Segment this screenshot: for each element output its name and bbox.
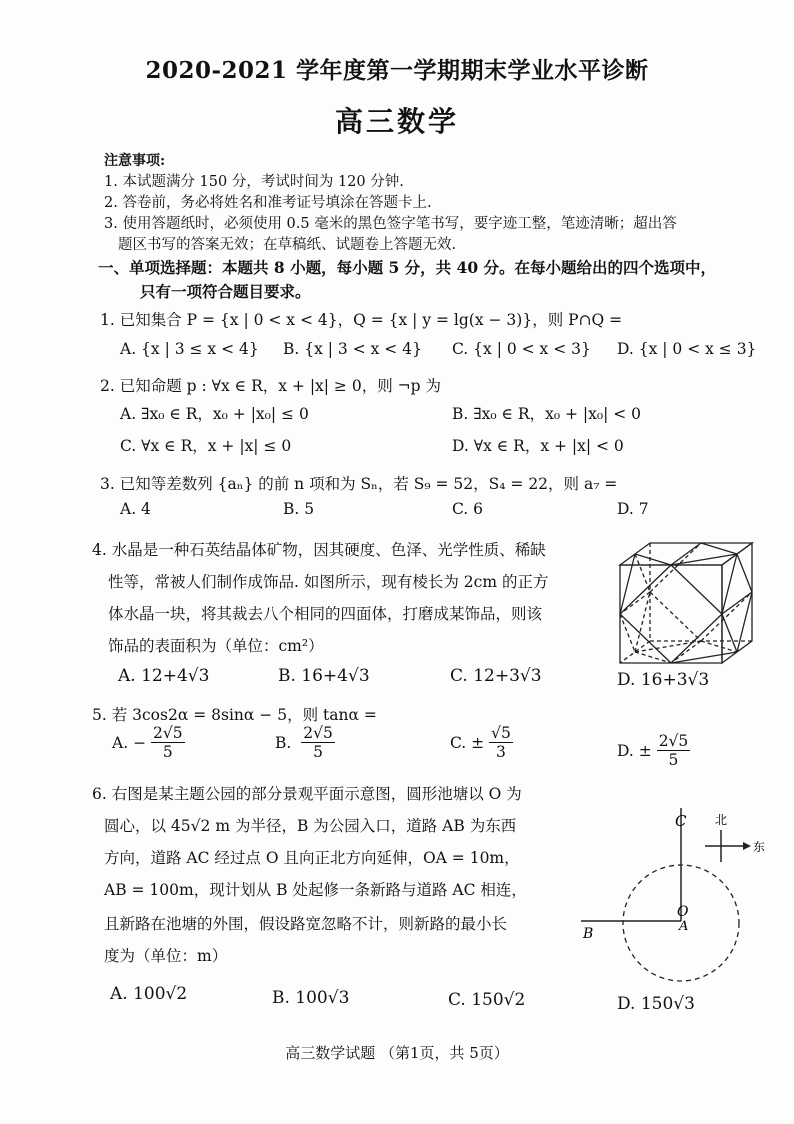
- question-6-line: 度为（单位：m）: [104, 947, 228, 965]
- option-label: D.: [617, 741, 634, 760]
- option-label: A.: [112, 733, 129, 752]
- label-north: 北: [715, 813, 728, 827]
- fraction: [657, 732, 691, 769]
- numerator: √5: [491, 724, 511, 742]
- q2-option-b: B. ∃x₀ ∈ R，x₀ + |x₀| < 0: [452, 405, 642, 423]
- q6-option-a: A. 100√2: [110, 984, 188, 1004]
- q5-option-d: [617, 732, 690, 769]
- label-east: 东: [753, 840, 766, 854]
- numerator: 2√5: [303, 724, 333, 742]
- q5-option-c: [450, 724, 513, 761]
- note-item: 题区书写的答案无效；在草稿纸、试题卷上答题无效.: [118, 237, 457, 253]
- q2-option-d: D. ∀x ∈ R，x + |x| < 0: [452, 437, 624, 455]
- notes-heading: 注意事项:: [104, 153, 166, 169]
- question-5-stem: 5. 若 3cos2α = 8sinα − 5，则 tanα =: [92, 706, 377, 724]
- note-item: 1. 本试题满分 150 分，考试时间为 120 分钟.: [104, 174, 404, 190]
- label-o: O: [677, 904, 689, 920]
- q2-option-a: A. ∃x₀ ∈ R，x₀ + |x₀| ≤ 0: [120, 405, 309, 423]
- denominator: 5: [162, 743, 173, 761]
- denominator: 3: [496, 743, 506, 761]
- label-b: B: [583, 926, 594, 942]
- question-4-line: 性等，常被人们制作成饰品. 如图所示，现有棱长为 2cm 的正方: [108, 573, 549, 591]
- q3-option-a: A. 4: [120, 500, 151, 518]
- question-6-line: 方向，道路 AC 经过点 O 且向正北方向延伸，OA = 10m，: [104, 849, 520, 867]
- section-heading: 一、单项选择题：本题共 8 小题，每小题 5 分，共 40 分。在每小题给出的四个选项中，: [98, 258, 717, 277]
- crystal-cube-figure: [610, 535, 760, 670]
- q3-option-d: D. 7: [617, 500, 649, 518]
- denominator: 5: [668, 751, 679, 769]
- label-c: C: [675, 812, 687, 830]
- fraction: [489, 724, 513, 761]
- q1-option-c: C. {x | 0 < x < 3}: [452, 340, 591, 358]
- denominator: 5: [313, 743, 323, 761]
- subject-title: 高三数学: [334, 105, 459, 138]
- exam-title: 2020-2021 学年度第一学期期末学业水平诊断: [145, 57, 649, 84]
- question-6-line: 且新路在池塘的外围，假设路宽忽略不计，则新路的最小长: [104, 915, 508, 933]
- q4-option-c: C. 12+3√3: [450, 666, 542, 686]
- q2-option-c: C. ∀x ∈ R，x + |x| ≤ 0: [120, 437, 292, 455]
- option-sign: −: [133, 733, 147, 752]
- q5-option-a: [112, 724, 185, 761]
- q6-option-d: D. 150√3: [617, 994, 695, 1014]
- question-6-line: 6. 右图是某主题公园的部分景观平面示意图，圆形池塘以 O 为: [92, 785, 522, 803]
- park-map-figure: [575, 800, 785, 990]
- option-sign: ±: [638, 741, 652, 760]
- q4-option-a: A. 12+4√3: [118, 666, 210, 686]
- option-label: C.: [450, 733, 467, 752]
- option-label: B.: [275, 733, 292, 752]
- numerator: 2√5: [658, 732, 689, 750]
- question-4-line: 体水晶一块，将其裁去八个相同的四面体，打磨成某饰品，则该: [108, 605, 543, 623]
- question-4-line: 4. 水晶是一种石英结晶体矿物，因其硬度、色泽、光学性质、稀缺: [92, 541, 546, 559]
- page-footer: 高三数学试题 （第1页，共 5页）: [285, 1044, 509, 1062]
- option-sign: ±: [471, 733, 485, 752]
- q1-option-b: B. {x | 3 < x < 4}: [283, 340, 422, 358]
- note-item: 2. 答卷前，务必将姓名和准考证号填涂在答题卡上.: [104, 195, 432, 211]
- numerator: 2√5: [153, 724, 183, 742]
- q6-option-c: C. 150√2: [448, 990, 526, 1010]
- question-6-line: 圆心，以 45√2 m 为半径，B 为公园入口，道路 AB 为东西: [104, 817, 517, 835]
- question-3-stem: 3. 已知等差数列 {aₙ} 的前 n 项和为 Sₙ，若 S₉ = 52，S₄ = 22，则 a₇ =: [100, 475, 618, 493]
- question-6-line: AB = 100m，现计划从 B 处起修一条新路与道路 AC 相连，: [104, 881, 527, 899]
- q3-option-c: C. 6: [452, 500, 484, 518]
- section-heading-cont: 只有一项符合题目要求。: [140, 282, 311, 301]
- q3-option-b: B. 5: [283, 500, 315, 518]
- question-2-stem: 2. 已知命题 p : ∀x ∈ R，x + |x| ≥ 0，则 ¬p 为: [100, 377, 441, 395]
- question-1-stem: 1. 已知集合 P = {x | 0 < x < 4}，Q = {x | y = lg(x − 3)}，则 P∩Q =: [100, 311, 623, 329]
- fraction: [301, 724, 335, 761]
- q5-option-b: [275, 724, 335, 761]
- note-item: 3. 使用答题纸时，必须使用 0.5 毫米的黑色签字笔书写，要字迹工整，笔迹清晰；超出答: [104, 216, 677, 232]
- q1-option-d: D. {x | 0 < x ≤ 3}: [617, 340, 757, 358]
- question-4-line: 饰品的表面积为（单位：cm²）: [108, 637, 324, 655]
- q1-option-a: A. {x | 3 ≤ x < 4}: [120, 340, 259, 358]
- fraction: [151, 724, 185, 761]
- q6-option-b: B. 100√3: [272, 988, 350, 1008]
- q4-option-b: B. 16+4√3: [278, 666, 370, 686]
- q4-option-d: D. 16+3√3: [617, 670, 710, 690]
- label-a: A: [679, 919, 689, 934]
